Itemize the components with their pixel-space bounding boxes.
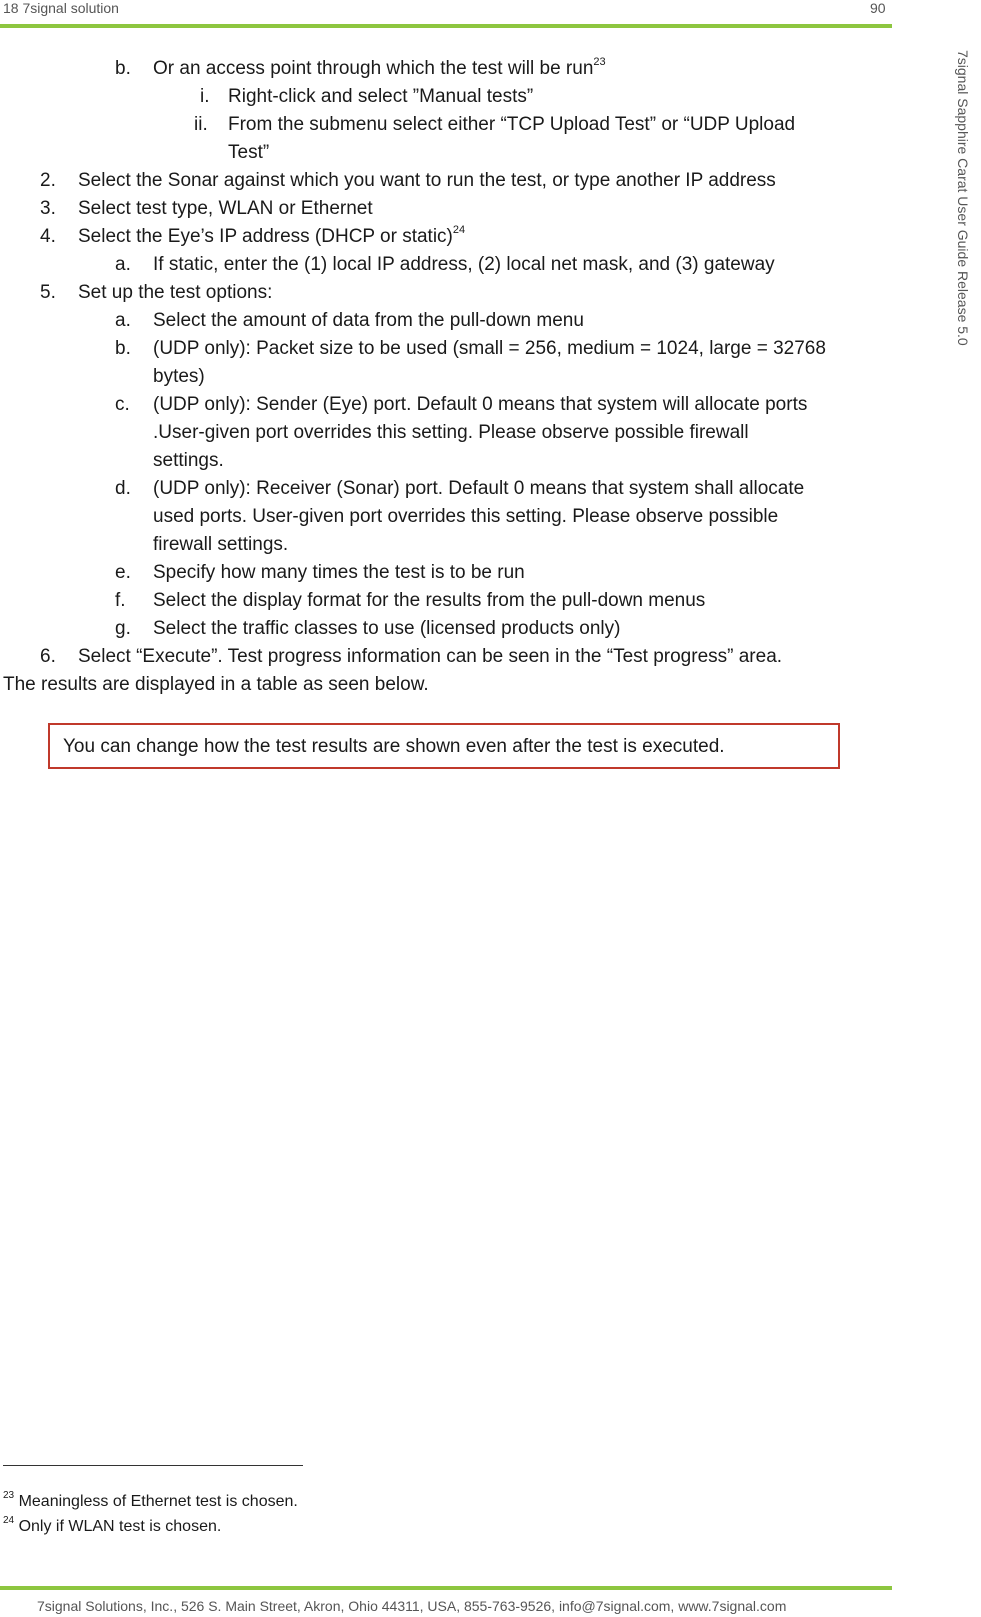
list-item: (UDP only): Packet size to be used (small = 256, medium = 1024, large = 32768 [153, 338, 826, 359]
running-header: 18 7signal solution [3, 0, 119, 16]
footer-rule [0, 1586, 892, 1590]
footnote: $^{24}$ Only if WLAN test is chosen. [3, 1514, 222, 1535]
list-marker: i. [200, 86, 210, 107]
list-item: Set up the test options: [78, 282, 273, 303]
list-item: Select the traffic classes to use (licensed products only) [153, 618, 621, 639]
list-marker: f. [115, 590, 126, 611]
list-item: Select “Execute”. Test progress information can be seen in the “Test progress” area. [78, 646, 783, 667]
page-number: 90 [870, 0, 886, 16]
list-marker: 4. [40, 226, 56, 247]
list-item: (UDP only): Receiver (Sonar) port. Default 0 means that system shall allocate [153, 478, 805, 499]
list-marker: a. [115, 310, 131, 331]
list-item: If static, enter the (1) local IP address, (2) local net mask, and (3) gateway [153, 254, 775, 275]
list-marker: d. [115, 478, 131, 499]
list-item-continuation: settings. [153, 450, 224, 471]
list-marker: b. [115, 58, 131, 79]
list-item: (UDP only): Sender (Eye) port. Default 0 means that system will allocate ports [153, 394, 808, 415]
list-marker: 5. [40, 282, 56, 303]
list-marker: 6. [40, 646, 56, 667]
list-marker: a. [115, 254, 131, 275]
list-item-continuation: .User-given port overrides this setting. Please observe possible firewall [153, 422, 749, 443]
footnote-separator [3, 1465, 303, 1466]
list-item: Right-click and select ”Manual tests” [228, 86, 534, 107]
list-item: From the submenu select either “TCP Upload Test” or “UDP Upload [228, 114, 796, 135]
list-item: Select the Sonar against which you want to run the test, or type another IP address [78, 170, 776, 191]
footnote-ref: 24 [452, 223, 466, 236]
list-item: Select the amount of data from the pull-down menu [153, 310, 584, 331]
list-item-continuation: firewall settings. [153, 534, 289, 555]
footnote-number: 24 [3, 1514, 15, 1526]
list-marker: ii. [194, 114, 208, 135]
list-item-continuation: Test” [228, 142, 270, 163]
list-item-continuation: bytes) [153, 366, 205, 387]
list-marker: 3. [40, 198, 56, 219]
body-paragraph: The results are displayed in a table as seen below. [3, 674, 429, 695]
header-rule [0, 24, 892, 28]
list-marker: 2. [40, 170, 56, 191]
list-marker: e. [115, 562, 131, 583]
list-item: Select the display format for the results from the pull-down menus [153, 590, 706, 611]
list-item-continuation: used ports. User-given port overrides this setting. Please observe possible [153, 506, 779, 527]
list-marker: g. [115, 618, 131, 639]
list-item: Select test type, WLAN or Ethernet [78, 198, 373, 219]
list-item: Select the Eye’s IP address (DHCP or static)$^{24}$ [78, 223, 466, 247]
page-footer: 7signal Solutions, Inc., 526 S. Main Street, Akron, Ohio 44311, USA, 855-763-9526, info@7signal.com, www.7signal.com [37, 1598, 787, 1614]
list-marker: c. [115, 394, 130, 415]
list-item: Or an access point through which the test will be run$^{23}$ [153, 55, 606, 79]
list-item: Specify how many times the test is to be run [153, 562, 525, 583]
footnote-number: 23 [3, 1489, 15, 1501]
side-title: 7signal Sapphire Carat User Guide Release 5.0 [955, 50, 971, 346]
list-marker: b. [115, 338, 131, 359]
note-box: You can change how the test results are shown even after the test is executed. [48, 723, 840, 769]
footnote: $^{23}$ Meaningless of Ethernet test is chosen. [3, 1489, 298, 1510]
footnote-ref: 23 [593, 55, 606, 68]
